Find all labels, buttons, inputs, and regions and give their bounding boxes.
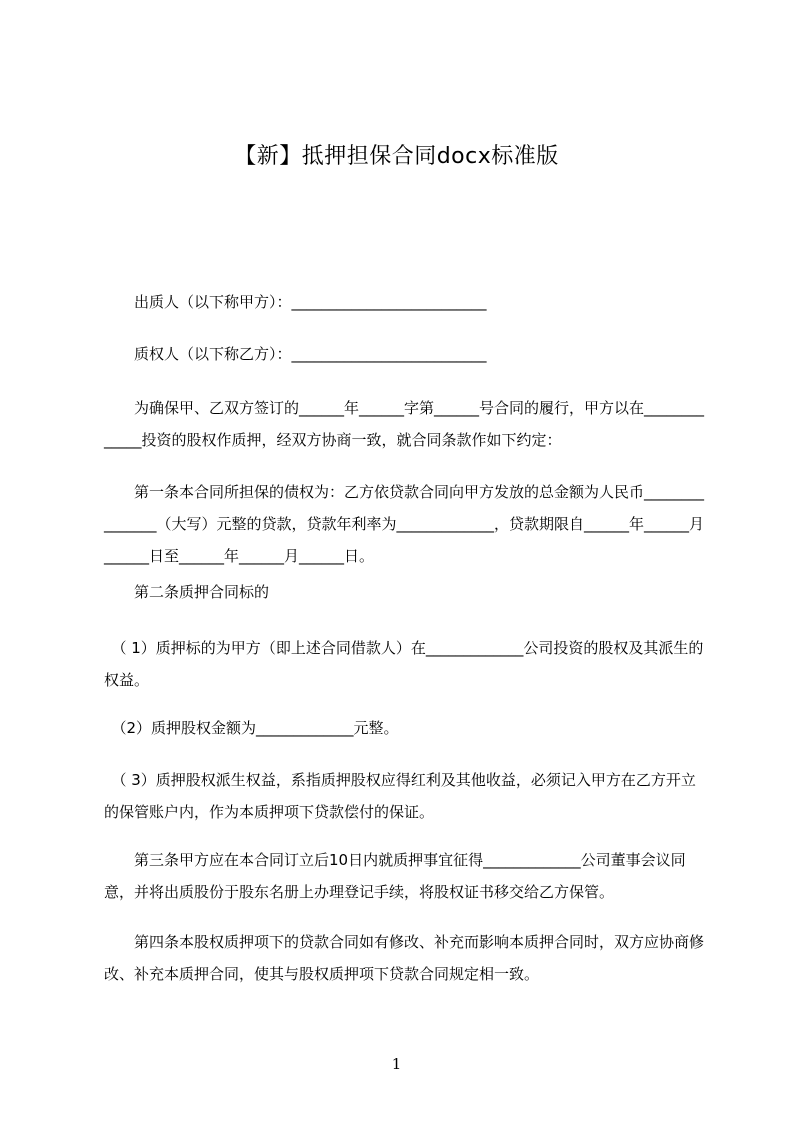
article-2-item-3: （ 3）质押股权派生权益，系指质押股权应得红利及其他收益，必须记入甲方在乙方开立的保管账户内，作为本质押项下贷款偿付的保证。 <box>104 771 696 821</box>
pledgee-line: 质权人（以下称乙方）：__________________________ <box>104 345 487 363</box>
intro-paragraph: 为确保甲、乙双方签订的______年______字第______号合同的履行，甲方以在_____________投资的股权作质押，经双方协商一致，就合同条款作如下约定： <box>104 399 705 449</box>
document-title: 【新】抵押担保合同docx标准版 <box>234 144 559 169</box>
article-3-paragraph: 第三条甲方应在本合同订立后10日内就质押事宜征得_____________公司董事会议同意，并将出质股份于股东名册上办理登记手续，将股权证书移交给乙方保管。 <box>104 851 686 901</box>
article-4-paragraph: 第四条本股权质押项下的贷款合同如有修改、补充而影响本质押合同时，双方应协商修改、补充本质押合同，使其与股权质押项下贷款合同规定相一致。 <box>104 933 705 983</box>
article-2-item-2: （2）质押股权金额为_____________元整。 <box>104 719 399 737</box>
article-1-paragraph: 第一条本合同所担保的债权为：乙方依贷款合同向甲方发放的总金额为人民币_______________（大写）元整的贷款，贷款年利率为_____________，贷款期限自______年______月______日至______年______月______日。 <box>104 483 705 565</box>
page-number: 1 <box>391 1055 402 1073</box>
article-2-item-1: （ 1）质押标的为甲方（即上述合同借款人）在_____________公司投资的股权及其派生的权益。 <box>104 639 704 689</box>
article-2-heading: 第二条质押合同标的 <box>104 583 270 601</box>
pledgor-line: 出质人（以下称甲方）：__________________________ <box>104 293 487 311</box>
